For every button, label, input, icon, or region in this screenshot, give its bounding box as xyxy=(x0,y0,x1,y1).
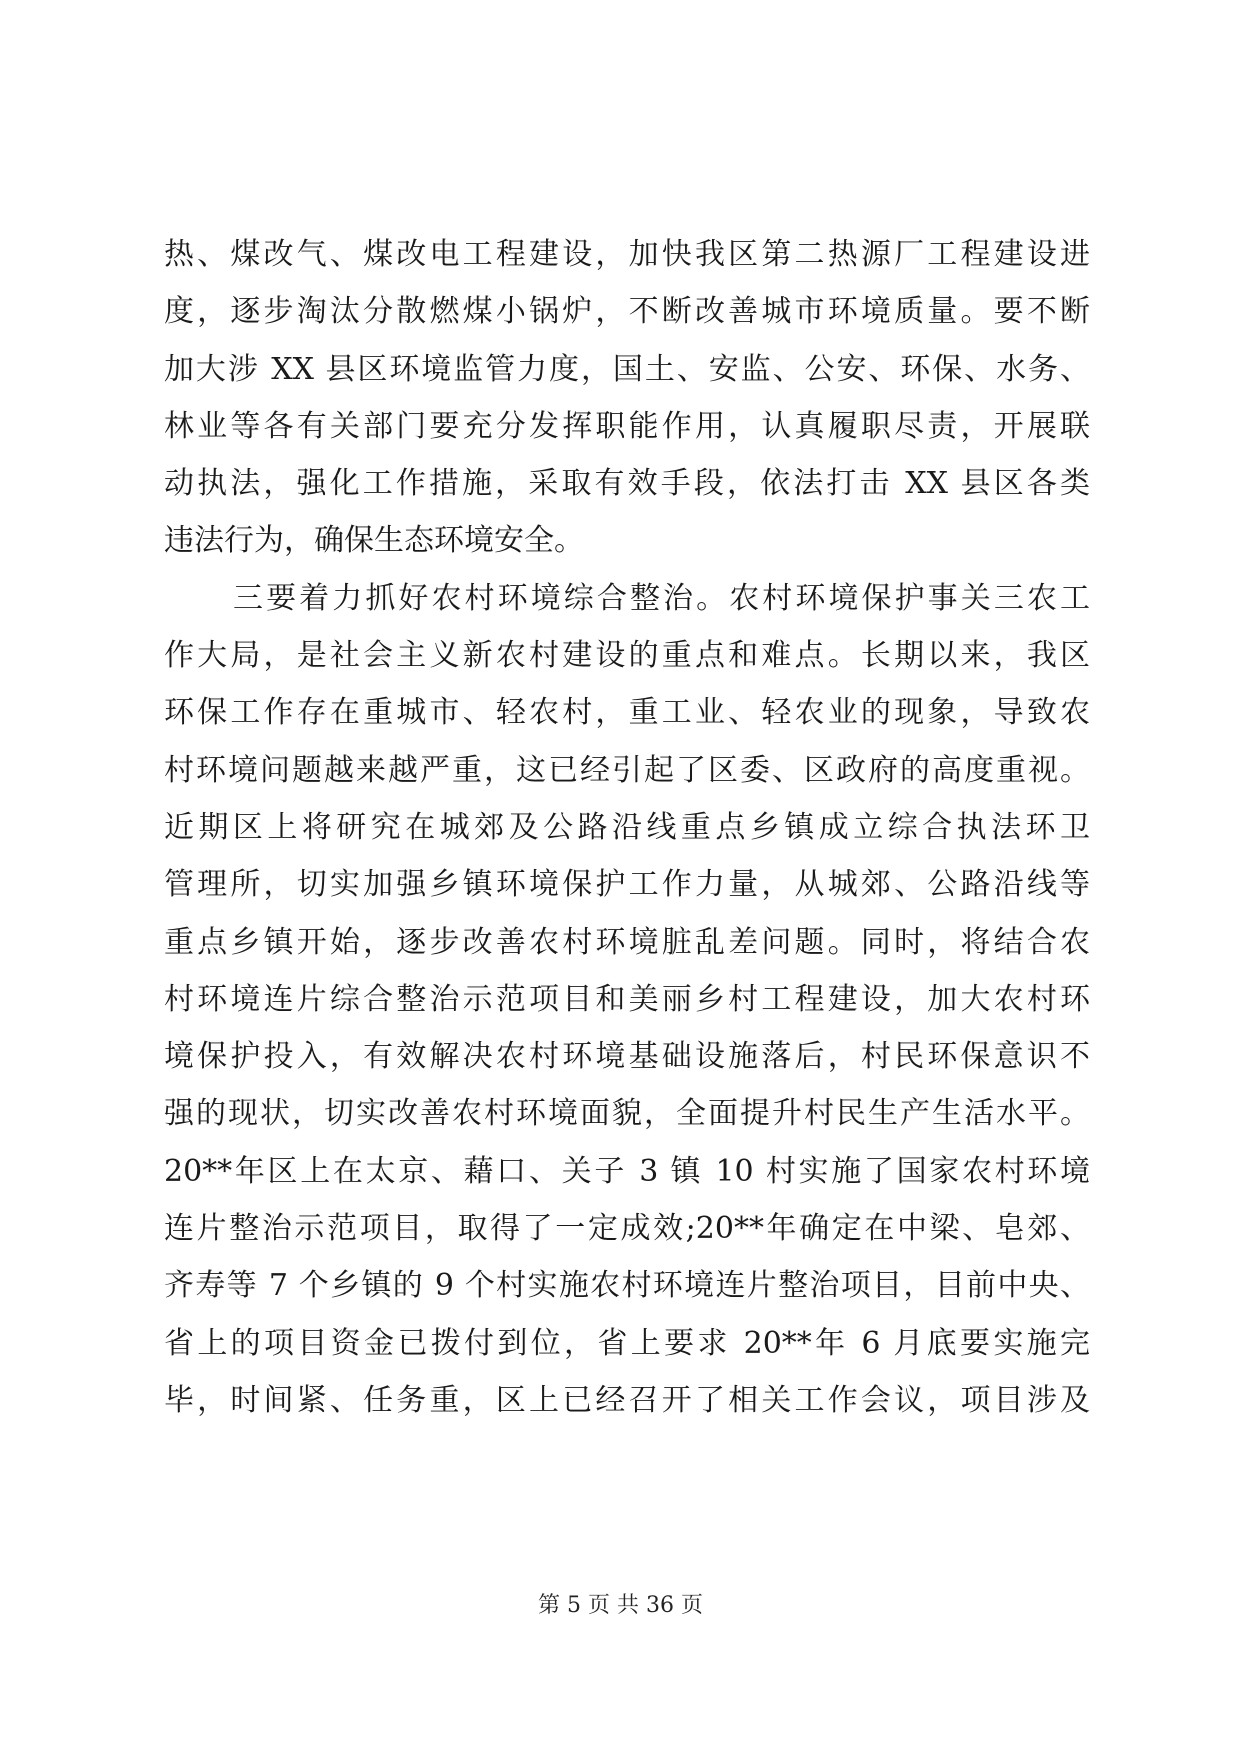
page-number-footer: 第 5 页 共 36 页 xyxy=(538,1593,703,1618)
paragraph-2-line-15: 毕，时间紧、任务重，区上已经召开了相关工作会议，项目涉及 xyxy=(164,1382,1090,1418)
paragraph-2-line-1: 三要着力抓好农村环境综合整治。农村环境保护事关三农工 xyxy=(233,580,1090,616)
paragraph-1-line-2: 度，逐步淘汰分散燃煤小锅炉，不断改善城市环境质量。要不断 xyxy=(164,294,1090,330)
paragraph-1-line-6: 违法行为，确保生态环境安全。 xyxy=(164,523,584,559)
paragraph-2-line-10: 强的现状，切实改善农村环境面貌，全面提升村民生产生活水平。 xyxy=(164,1096,1090,1132)
document-body xyxy=(164,226,1090,1429)
paragraph-2-line-2: 作大局，是社会主义新农村建设的重点和难点。长期以来，我区 xyxy=(164,638,1090,674)
paragraph-2-line-6: 管理所，切实加强乡镇环境保护工作力量，从城郊、公路沿线等 xyxy=(164,867,1090,903)
paragraph-2-line-3: 环保工作存在重城市、轻农村，重工业、轻农业的现象，导致农 xyxy=(164,695,1090,731)
paragraph-2-line-14: 省上的项目资金已拨付到位，省上要求 20**年 6 月底要实施完 xyxy=(164,1325,1090,1361)
paragraph-2-line-5: 近期区上将研究在城郊及公路沿线重点乡镇成立综合执法环卫 xyxy=(164,809,1090,845)
paragraph-2-line-12: 连片整治示范项目，取得了一定成效;20**年确定在中梁、皂郊、 xyxy=(164,1211,1090,1247)
paragraph-2-line-13: 齐寿等 7 个乡镇的 9 个村实施农村环境连片整治项目，目前中央、 xyxy=(164,1268,1090,1304)
paragraph-1-line-3: 加大涉 XX 县区环境监管力度，国土、安监、公安、环保、水务、 xyxy=(164,351,1090,387)
paragraph-2-line-11: 20**年区上在太京、藉口、关子 3 镇 10 村实施了国家农村环境 xyxy=(164,1153,1090,1189)
paragraph-2-line-4: 村环境问题越来越严重，这已经引起了区委、区政府的高度重视。 xyxy=(164,752,1090,788)
paragraph-2-line-9: 境保护投入，有效解决农村环境基础设施落后，村民环保意识不 xyxy=(164,1039,1090,1075)
paragraph-2-line-8: 村环境连片综合整治示范项目和美丽乡村工程建设，加大农村环 xyxy=(164,981,1090,1017)
paragraph-1-line-4: 林业等各有关部门要充分发挥职能作用，认真履职尽责，开展联 xyxy=(164,408,1090,444)
paragraph-1-line-5: 动执法，强化工作措施，采取有效手段，依法打击 XX 县区各类 xyxy=(164,466,1090,502)
paragraph-1-line-1: 热、煤改气、煤改电工程建设，加快我区第二热源厂工程建设进 xyxy=(164,237,1090,272)
paragraph-2-line-7: 重点乡镇开始，逐步改善农村环境脏乱差问题。同时，将结合农 xyxy=(164,924,1090,960)
